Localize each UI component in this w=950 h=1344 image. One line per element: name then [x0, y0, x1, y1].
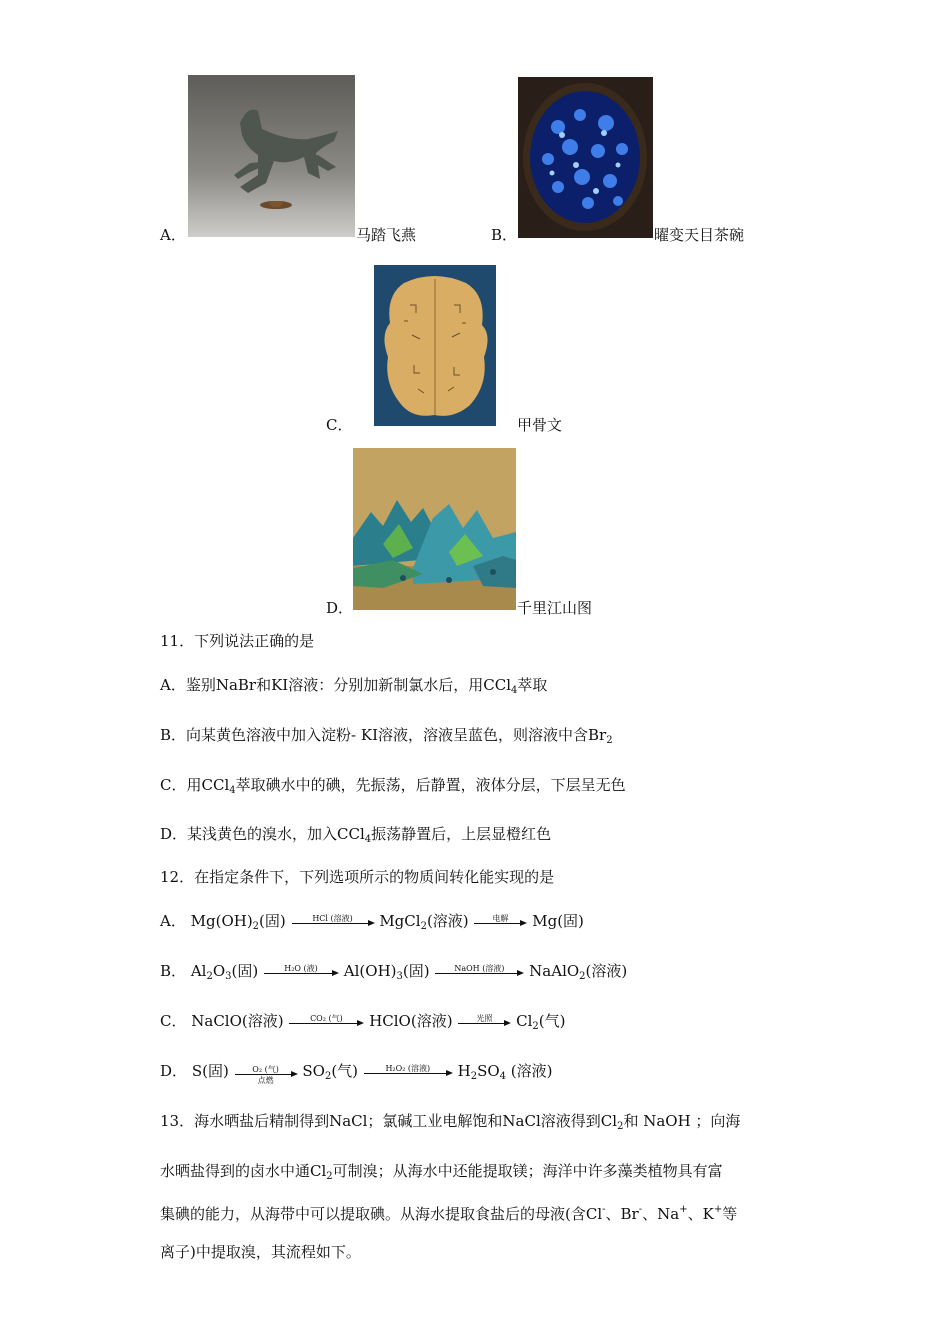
species: $Al_2O_3$(固) — [190, 962, 259, 982]
q11-option-d-text: D．某浅黄色的溴水，加入 — [160, 825, 338, 843]
option-letter: B． — [160, 962, 187, 980]
q13-line-3: 集碘的能力，从海带中可以提取碘。从海水提取食盐后的母液(含Cl-、Br-、Na+、K+等 — [160, 1204, 738, 1223]
species: $Al(OH)_3$(固) — [343, 962, 430, 982]
ccl4-formula: CCl$_4$ — [483, 676, 518, 696]
reaction-arrow: H₂O (液) — [264, 964, 338, 974]
reaction-arrow: 光照 — [458, 1014, 510, 1024]
ccl4-formula: CCl$_4$ — [201, 776, 236, 796]
q11-option-d-tail: 振荡静置后，上层显橙红色 — [371, 825, 552, 843]
q12-option-c — [160, 1010, 565, 1031]
q11-option-d — [160, 823, 551, 844]
cl2-formula: $Cl_2$ — [310, 1162, 333, 1182]
option-a-caption: 马踏飞燕 — [356, 226, 417, 244]
option-letter: A． — [160, 912, 186, 930]
reaction-arrow: NaOH (溶液) — [435, 964, 523, 974]
species: NaAlO$_2$(溶液) — [529, 962, 628, 982]
q12-option-b — [160, 960, 627, 981]
q12-option-a — [160, 910, 584, 931]
q11-option-a — [160, 674, 547, 695]
q11-option-c-tail: 萃取碘水中的碘，先振荡，后静置，液体分层，下层呈无色 — [235, 776, 626, 794]
option-d-letter: D． — [326, 599, 354, 617]
option-d-caption: 千里江山图 — [517, 599, 593, 617]
option-c-letter: C． — [326, 416, 353, 434]
q13-line-1: 13．海水晒盐后精制得到NaCl；氯碱工业电解饱和NaCl溶液得到$Cl_2$和 NaOH ；向海 — [160, 1112, 741, 1132]
q11-option-b-text: B．向某黄色溶液中加入淀粉- KI溶液，溶液呈蓝色，则溶液中含 — [160, 726, 588, 744]
reaction-arrow: 电解 — [474, 914, 526, 924]
tea-bowl-image — [518, 77, 653, 238]
species: $Cl_2$(气) — [516, 1012, 566, 1032]
ccl4-formula: CCl$_4$ — [337, 825, 372, 845]
option-letter: C． — [160, 1012, 187, 1030]
br2-formula: $Br_2$ — [588, 726, 613, 746]
option-c-caption: 甲骨文 — [517, 416, 563, 434]
q11-stem: 11．下列说法正确的是 — [160, 632, 315, 650]
species: $H_2SO_4$ (溶液) — [457, 1062, 553, 1082]
reaction-arrow: HCl (溶液) — [292, 914, 374, 924]
bronze-horse-image — [188, 75, 355, 237]
option-a-letter: A． — [160, 226, 186, 244]
q11-option-a-text: A．鉴别NaBr和KI溶液：分别加新制氯水后，用 — [160, 676, 484, 694]
species: NaClO(溶液) — [191, 1012, 284, 1030]
species: MgCl$_2$(溶液) — [379, 912, 469, 932]
q12-option-d — [160, 1060, 553, 1085]
q12-stem: 12．在指定条件下，下列选项所示的物质间转化能实现的是 — [160, 868, 555, 886]
option-letter: D． — [160, 1062, 188, 1080]
landscape-painting-image — [353, 448, 516, 610]
species: Mg(固) — [532, 912, 584, 930]
species: $Mg(OH)_2$(固) — [190, 912, 286, 932]
option-b-letter: B． — [491, 226, 518, 244]
species: HClO(溶液) — [369, 1012, 453, 1030]
q13-line-2: 水晒盐得到的卤水中通$Cl_2$可制溴；从海水中还能提取镁；海洋中许多藻类植物具有富 — [160, 1162, 723, 1182]
q11-option-c-text: C．用 — [160, 776, 202, 794]
option-b-caption: 曜变天目茶碗 — [654, 226, 745, 244]
cl2-formula: $Cl_2$ — [600, 1112, 624, 1132]
reaction-arrow: O₂ (气) 点燃 — [235, 1065, 297, 1085]
oracle-bone-image — [374, 265, 496, 426]
q11-option-c — [160, 774, 626, 795]
q13-line-4: 离子)中提取溴，其流程如下。 — [160, 1243, 361, 1261]
reaction-arrow: CO₂ (气) — [289, 1014, 363, 1024]
species: $SO_2$(气) — [302, 1062, 359, 1082]
reaction-arrow: H₂O₂ (溶液) — [364, 1064, 452, 1074]
species: S(固) — [191, 1062, 229, 1080]
q11-option-b — [160, 724, 613, 745]
q11-option-a-tail: 萃取 — [517, 676, 548, 694]
